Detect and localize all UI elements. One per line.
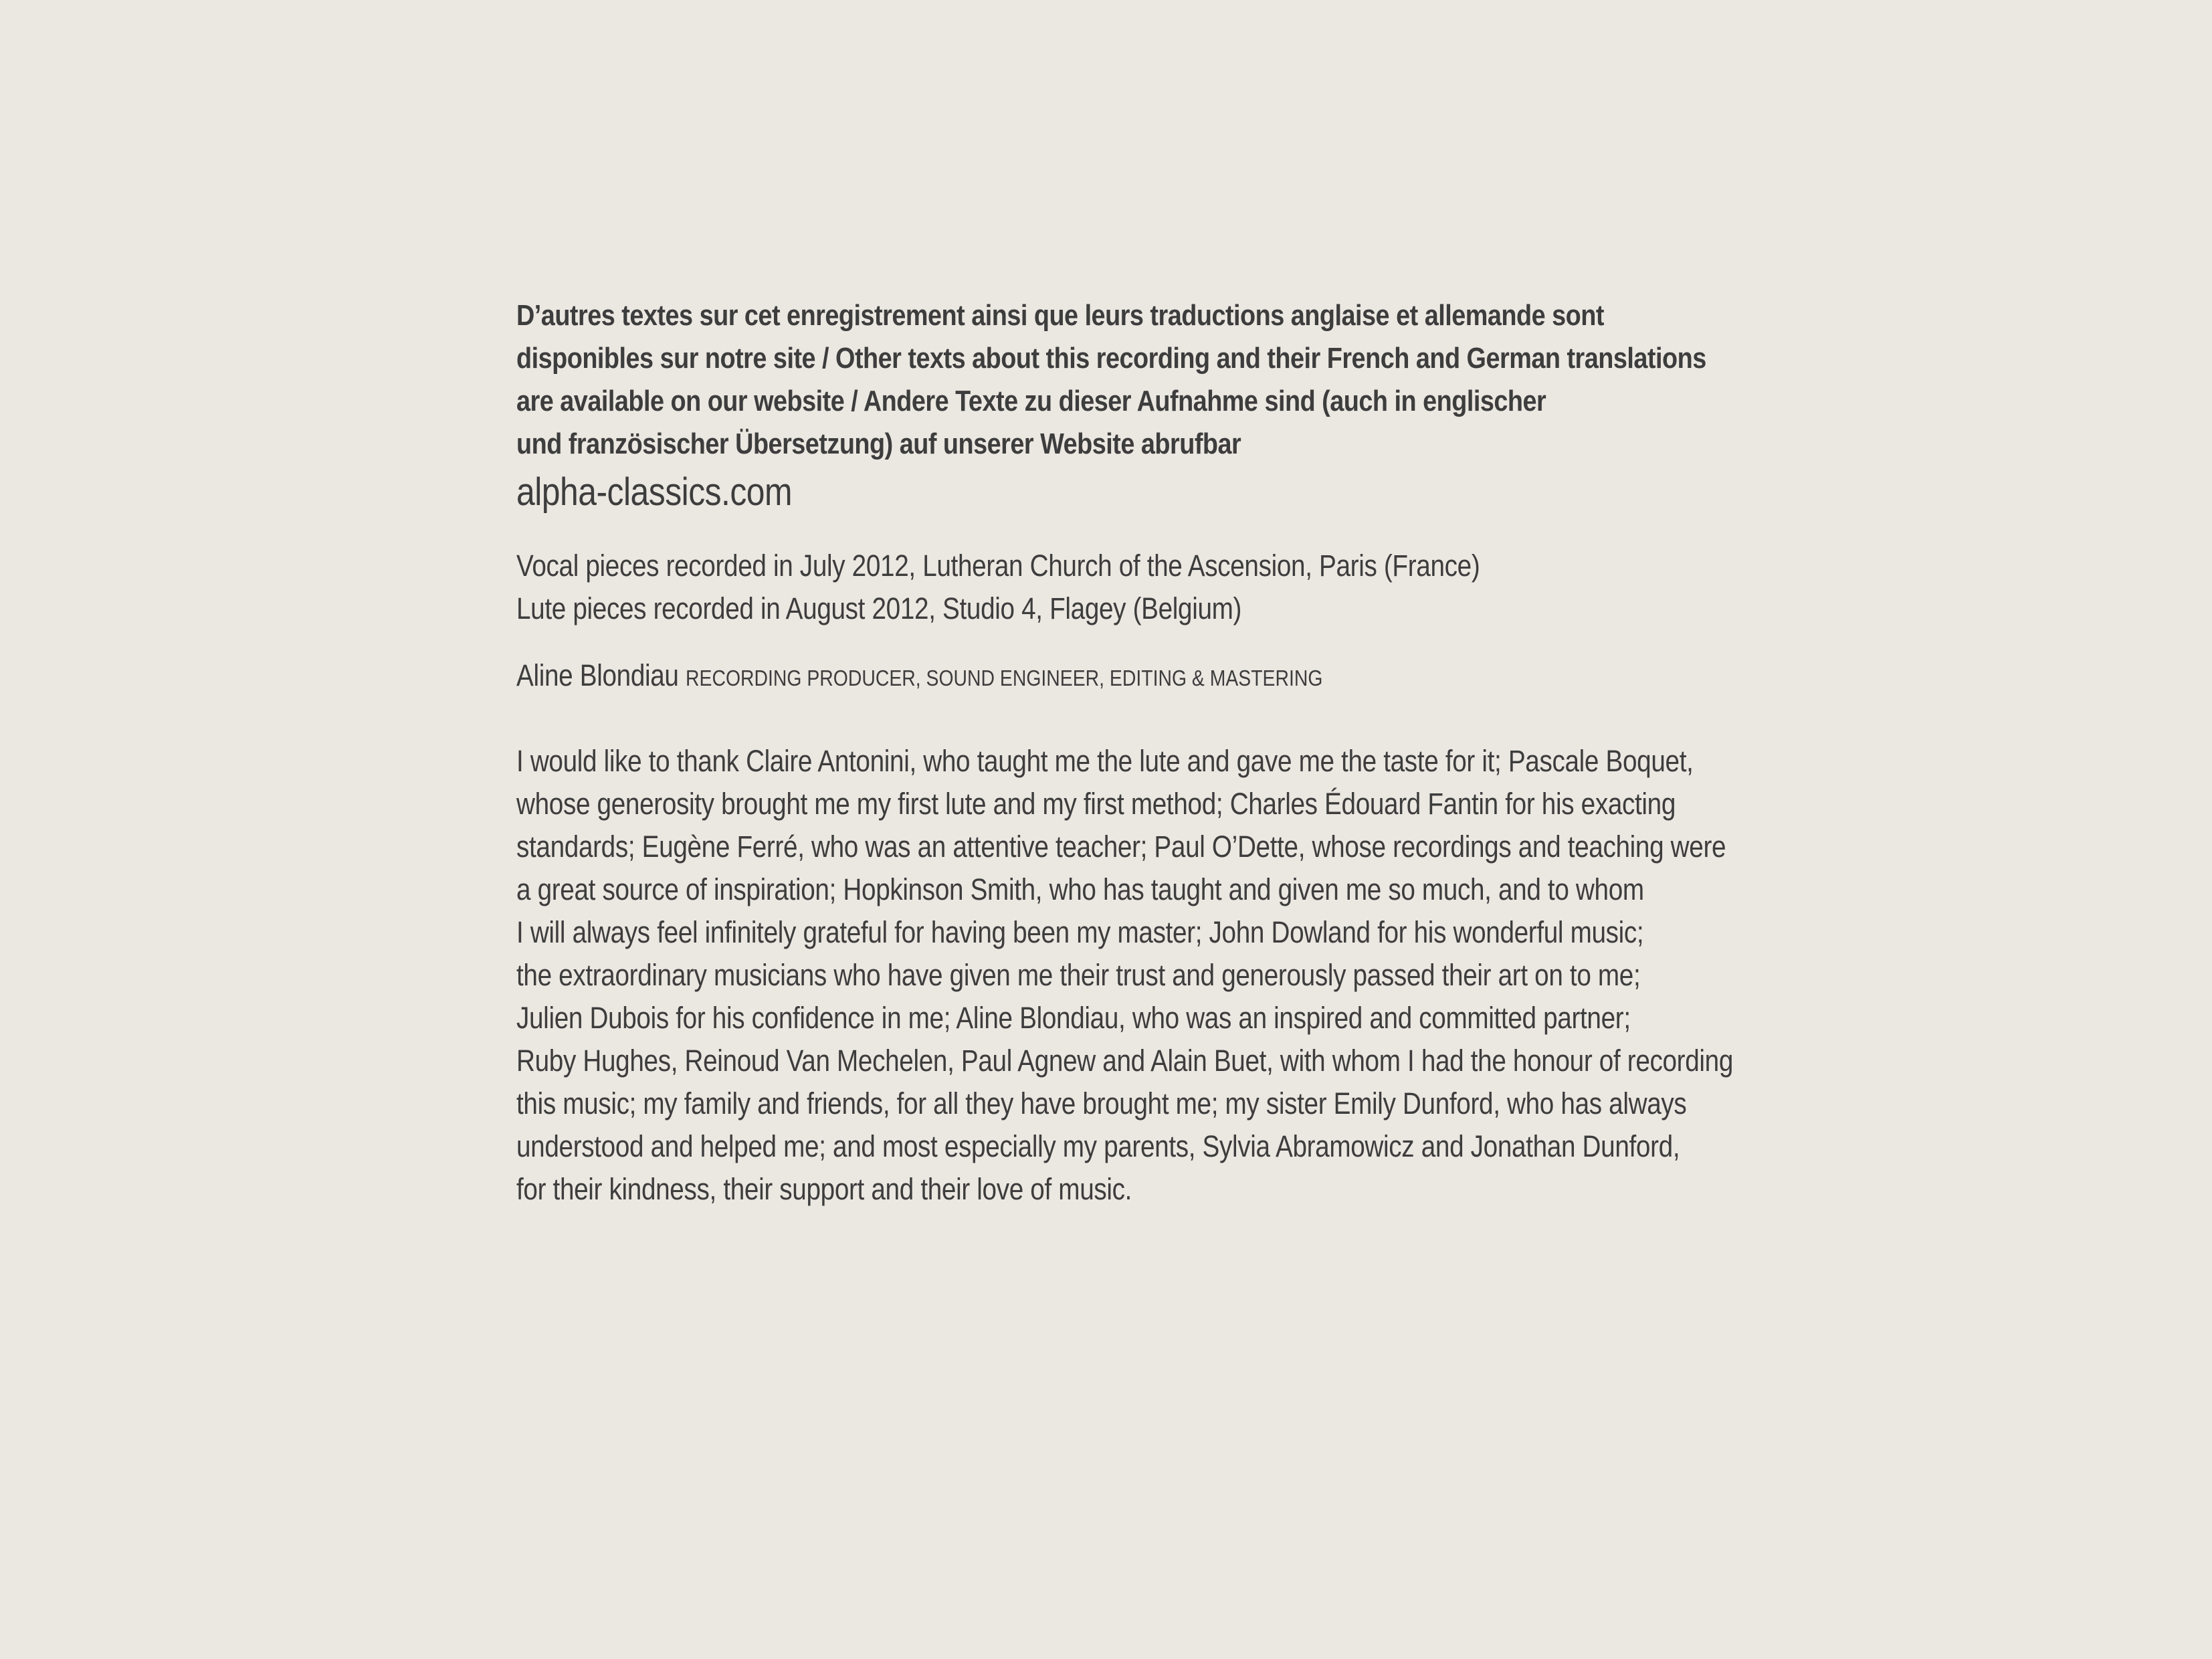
recording-info: [516, 545, 1857, 630]
thanks-line: for their kindness, their support and their love of music.: [516, 1172, 1132, 1206]
thanks-line: I would like to thank Claire Antonini, who taught me the lute and gave me the taste for it; Pascale Boquet,: [516, 744, 1694, 778]
thanks-line: a great source of inspiration; Hopkinson Smith, who has taught and given me so much, and to whom: [516, 872, 1644, 906]
credit-name: Aline Blondiau: [516, 658, 679, 692]
thanks-line: Julien Dubois for his confidence in me; Aline Blondiau, who was an inspired and committed partner;: [516, 1001, 1631, 1035]
recording-line: Vocal pieces recorded in July 2012, Lutheran Church of the Ascension, Paris (France): [516, 549, 1480, 583]
thanks-line: understood and helped me; and most especially my parents, Sylvia Abramowicz and Jonathan Dunford,: [516, 1129, 1680, 1163]
website-link[interactable]: alpha-classics.com: [516, 470, 793, 514]
notice-line: und französischer Übersetzung) auf unserer Website abrufbar: [516, 427, 1241, 460]
notice-line: disponibles sur notre site / Other texts about this recording and their French and German translations: [516, 342, 1706, 375]
acknowledgements: [516, 740, 1857, 1211]
notice-line: are available on our website / Andere Texte zu dieser Aufnahme sind (auch in englischer: [516, 385, 1546, 417]
thanks-line: this music; my family and friends, for all they have brought me; my sister Emily Dunford, who has always: [516, 1086, 1687, 1120]
website-notice: [516, 294, 1857, 466]
producer-credit: [516, 654, 1667, 700]
thanks-line: the extraordinary musicians who have given me their trust and generously passed their art on to me;: [516, 958, 1641, 992]
thanks-line: Ruby Hughes, Reinoud Van Mechelen, Paul Agnew and Alain Buet, with whom I had the honour of recording: [516, 1044, 1734, 1078]
thanks-line: standards; Eugène Ferré, who was an attentive teacher; Paul O’Dette, whose recordings and teaching were: [516, 830, 1726, 864]
notice-line: D’autres textes sur cet enregistrement ainsi que leurs traductions anglaise et allemande sont: [516, 299, 1604, 332]
thanks-line: whose generosity brought me my first lute and my first method; Charles Édouard Fantin for his exacting: [516, 787, 1676, 821]
recording-line: Lute pieces recorded in August 2012, Studio 4, Flagey (Belgium): [516, 591, 1242, 625]
thanks-line: I will always feel infinitely grateful for having been my master; John Dowland for his wonderful music;: [516, 915, 1644, 949]
page-content: [516, 294, 1854, 1211]
credit-role: RECORDING PRODUCER, SOUND ENGINEER, EDITING & MASTERING: [686, 666, 1323, 690]
